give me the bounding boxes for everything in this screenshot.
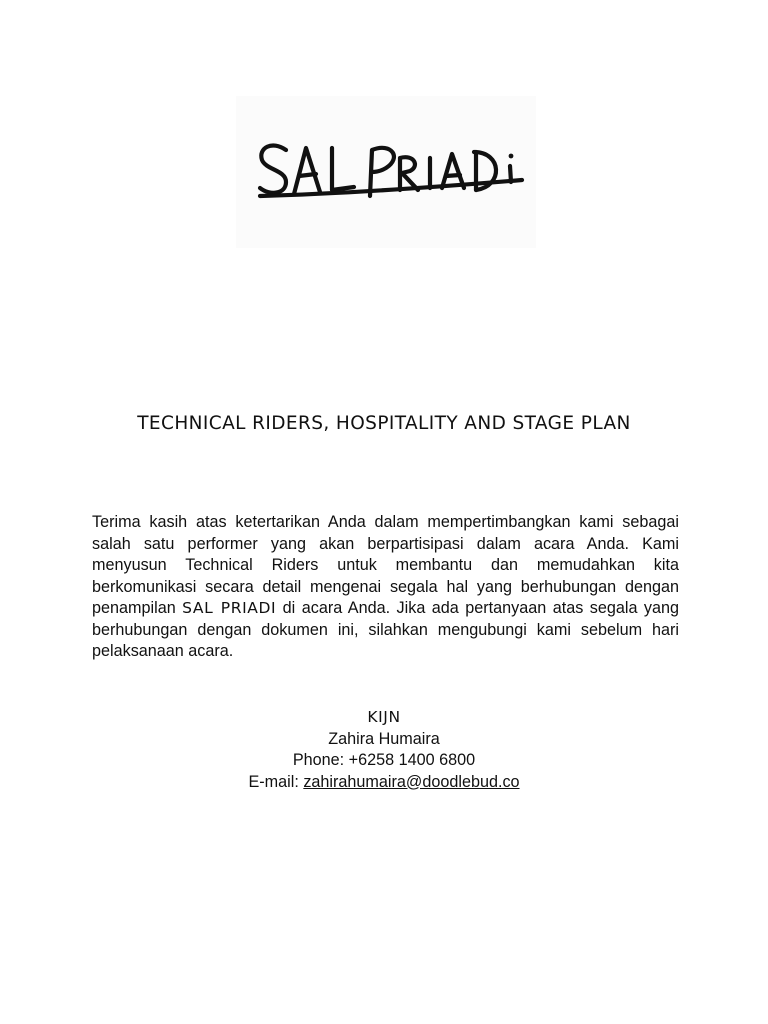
contact-email-label: E-mail: [248,772,304,791]
document-title: TECHNICAL RIDERS, HOSPITALITY AND STAGE PLAN [137,413,631,434]
sal-priadi-handwritten-logo [236,96,536,248]
intro-paragraph [92,512,679,663]
logo [236,96,536,248]
intro-text-after: di acara Anda. Jika ada pertanyaan atas segala yang berhubungan dengan dokumen ini, silahkan mengubungi kami sebelum hari pelaksanaan acara. [92,599,680,660]
contact-email-link[interactable]: zahirahumaira@doodlebud.co [303,772,520,791]
intro-brand-name: SAL PRIADI [182,599,277,617]
contact-block [100,707,668,793]
contact-name: Zahira Humaira [328,729,440,748]
contact-organization: KIJN [367,708,401,726]
intro-text-before: Terima kasih atas ketertarikan Anda dalam mempertimbangkan kami sebagai salah satu performer yang akan berpartisipasi dalam acara Anda. Kami menyusun Technical Riders untuk membantu dan memudahkan kita berkomunikasi secara detail mengenai segala hal yang berhubungan dengan penampilan [92,513,679,617]
contact-phone: Phone: +6258 1400 6800 [292,751,476,769]
contact-email-line [100,772,668,794]
